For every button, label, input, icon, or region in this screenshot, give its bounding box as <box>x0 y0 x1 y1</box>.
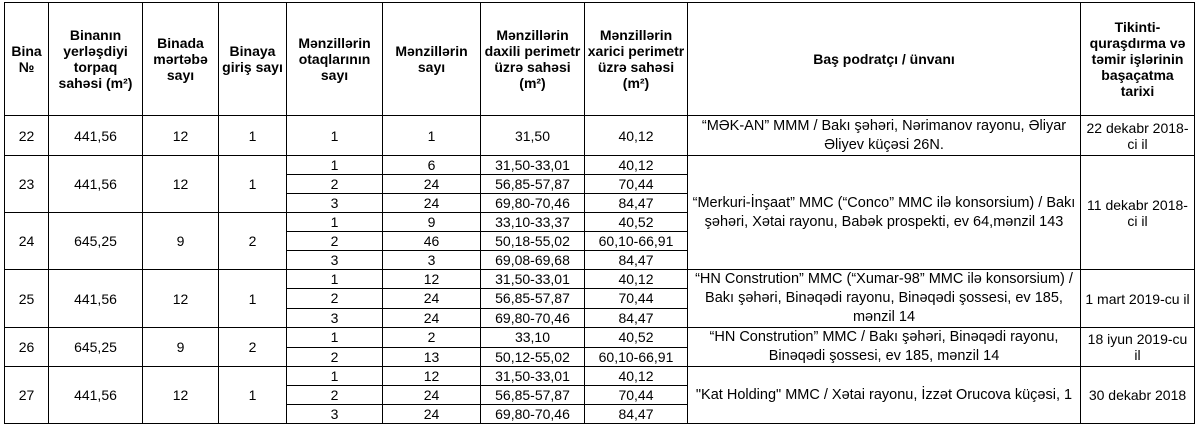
outer-area: 70,44 <box>585 386 688 405</box>
inner-area: 31,50-33,01 <box>481 156 585 175</box>
outer-area: 84,47 <box>585 308 688 327</box>
floor-count: 12 <box>143 367 219 424</box>
completion-date: 22 dekabr 2018-ci il <box>1081 116 1195 156</box>
outer-area: 70,44 <box>585 289 688 308</box>
room-count: 1 <box>287 367 383 386</box>
inner-area: 69,80-70,46 <box>481 308 585 327</box>
apartment-count: 12 <box>383 270 481 289</box>
apartment-count: 24 <box>383 386 481 405</box>
outer-area: 84,47 <box>585 405 688 424</box>
floor-count: 12 <box>143 156 219 213</box>
apartment-count: 24 <box>383 308 481 327</box>
header-contractor: Baş podratçı / ünvanı <box>688 3 1081 116</box>
outer-area: 60,10-66,91 <box>585 347 688 367</box>
table-row <box>5 367 1195 386</box>
room-count: 1 <box>287 270 383 289</box>
room-count: 2 <box>287 232 383 251</box>
inner-area: 31,50 <box>481 116 585 156</box>
outer-area: 40,12 <box>585 367 688 386</box>
completion-date: 11 dekabr 2018-ci il <box>1081 156 1195 270</box>
outer-area: 60,10-66,91 <box>585 232 688 251</box>
room-count: 1 <box>287 213 383 232</box>
room-count: 3 <box>287 194 383 213</box>
floor-count: 9 <box>143 328 219 367</box>
inner-area: 33,10 <box>481 328 585 348</box>
room-count: 3 <box>287 308 383 327</box>
apartment-count: 24 <box>383 175 481 194</box>
header-apartment-count: Mənzillərin sayı <box>383 3 481 116</box>
housing-table <box>4 2 1195 424</box>
inner-area: 50,18-55,02 <box>481 232 585 251</box>
table-row <box>5 328 1195 348</box>
room-count: 1 <box>287 328 383 348</box>
header-building-no: Bina № <box>5 3 49 116</box>
contractor-cell: “HN Constrution” MMC / Bakı şəhəri, Binəqədi rayonu, Binəqədi şossesi, ev 185, mənzil 14 <box>688 328 1081 367</box>
apartment-count: 24 <box>383 289 481 308</box>
header-entrance-count: Binaya giriş sayı <box>219 3 287 116</box>
apartment-count: 12 <box>383 367 481 386</box>
room-count: 1 <box>287 156 383 175</box>
table-row <box>5 116 1195 156</box>
outer-area: 40,12 <box>585 116 688 156</box>
completion-date: 1 mart 2019-cu il <box>1081 270 1195 328</box>
apartment-count: 1 <box>383 116 481 156</box>
building-no: 26 <box>5 328 49 367</box>
room-count: 2 <box>287 289 383 308</box>
land-area: 645,25 <box>49 328 143 367</box>
header-row <box>5 3 1195 116</box>
entrance-count: 2 <box>219 213 287 270</box>
inner-area: 69,80-70,46 <box>481 405 585 424</box>
outer-area: 84,47 <box>585 251 688 270</box>
apartment-count: 9 <box>383 213 481 232</box>
entrance-count: 2 <box>219 328 287 367</box>
building-no: 25 <box>5 270 49 328</box>
apartment-count: 46 <box>383 232 481 251</box>
header-room-count: Mənzillərin otaqlarının sayı <box>287 3 383 116</box>
land-area: 441,56 <box>49 156 143 213</box>
inner-area: 56,85-57,87 <box>481 175 585 194</box>
room-count: 2 <box>287 386 383 405</box>
apartment-count: 3 <box>383 251 481 270</box>
land-area: 441,56 <box>49 270 143 328</box>
inner-area: 33,10-33,37 <box>481 213 585 232</box>
floor-count: 9 <box>143 213 219 270</box>
building-no: 23 <box>5 156 49 213</box>
outer-area: 40,52 <box>585 213 688 232</box>
floor-count: 12 <box>143 116 219 156</box>
contractor-cell: “MƏK-AN” MMM / Bakı şəhəri, Nərimanov rayonu, Əliyar Əliyev küçəsi 26N. <box>688 116 1081 156</box>
contractor-cell: “HN Constrution” MMC (“Xumar-98” MMC ilə konsorsium) / Bakı şəhəri, Binəqədi rayonu, Binəqədi şossesi, ev 185, mənzil 14 <box>688 270 1081 328</box>
completion-date: 30 dekabr 2018 <box>1081 367 1195 424</box>
completion-date: 18 iyun 2019-cu il <box>1081 328 1195 367</box>
room-count: 1 <box>287 116 383 156</box>
apartment-count: 24 <box>383 405 481 424</box>
entrance-count: 1 <box>219 116 287 156</box>
header-floor-count: Binada mərtəbə sayı <box>143 3 219 116</box>
outer-area: 70,44 <box>585 175 688 194</box>
entrance-count: 1 <box>219 270 287 328</box>
apartment-count: 6 <box>383 156 481 175</box>
entrance-count: 1 <box>219 367 287 424</box>
inner-area: 69,08-69,68 <box>481 251 585 270</box>
inner-area: 31,50-33,01 <box>481 367 585 386</box>
header-completion-date: Tikinti-quraşdırma və təmir işlərinin başaçatma tarixi <box>1081 3 1195 116</box>
contractor-cell: “Merkuri-İnşaat” MMC (“Conco” MMC ilə konsorsium) / Bakı şəhəri, Xətai rayonu, Babək prospekti, ev 64,mənzil 143 <box>688 156 1081 270</box>
inner-area: 69,80-70,46 <box>481 194 585 213</box>
table-row <box>5 270 1195 289</box>
inner-area: 50,12-55,02 <box>481 347 585 367</box>
apartment-count: 24 <box>383 194 481 213</box>
building-no: 22 <box>5 116 49 156</box>
land-area: 441,56 <box>49 367 143 424</box>
table-row <box>5 156 1195 175</box>
header-land-area: Binanın yerləşdiyi torpaq sahəsi (m²) <box>49 3 143 116</box>
room-count: 2 <box>287 347 383 367</box>
outer-area: 40,52 <box>585 328 688 348</box>
outer-area: 40,12 <box>585 156 688 175</box>
contractor-cell: "Kat Holding" MMC / Xətai rayonu, İzzət Orucova küçəsi, 1 <box>688 367 1081 424</box>
header-outer-area: Mənzillərin xarici perimetr üzrə sahəsi (m²) <box>585 3 688 116</box>
header-inner-area: Mənzillərin daxili perimetr üzrə sahəsi (m²) <box>481 3 585 116</box>
building-no: 24 <box>5 213 49 270</box>
floor-count: 12 <box>143 270 219 328</box>
room-count: 2 <box>287 175 383 194</box>
inner-area: 56,85-57,87 <box>481 289 585 308</box>
room-count: 3 <box>287 405 383 424</box>
building-no: 27 <box>5 367 49 424</box>
entrance-count: 1 <box>219 156 287 213</box>
apartment-count: 2 <box>383 328 481 348</box>
outer-area: 84,47 <box>585 194 688 213</box>
room-count: 3 <box>287 251 383 270</box>
land-area: 645,25 <box>49 213 143 270</box>
land-area: 441,56 <box>49 116 143 156</box>
apartment-count: 13 <box>383 347 481 367</box>
outer-area: 40,12 <box>585 270 688 289</box>
inner-area: 31,50-33,01 <box>481 270 585 289</box>
inner-area: 56,85-57,87 <box>481 386 585 405</box>
